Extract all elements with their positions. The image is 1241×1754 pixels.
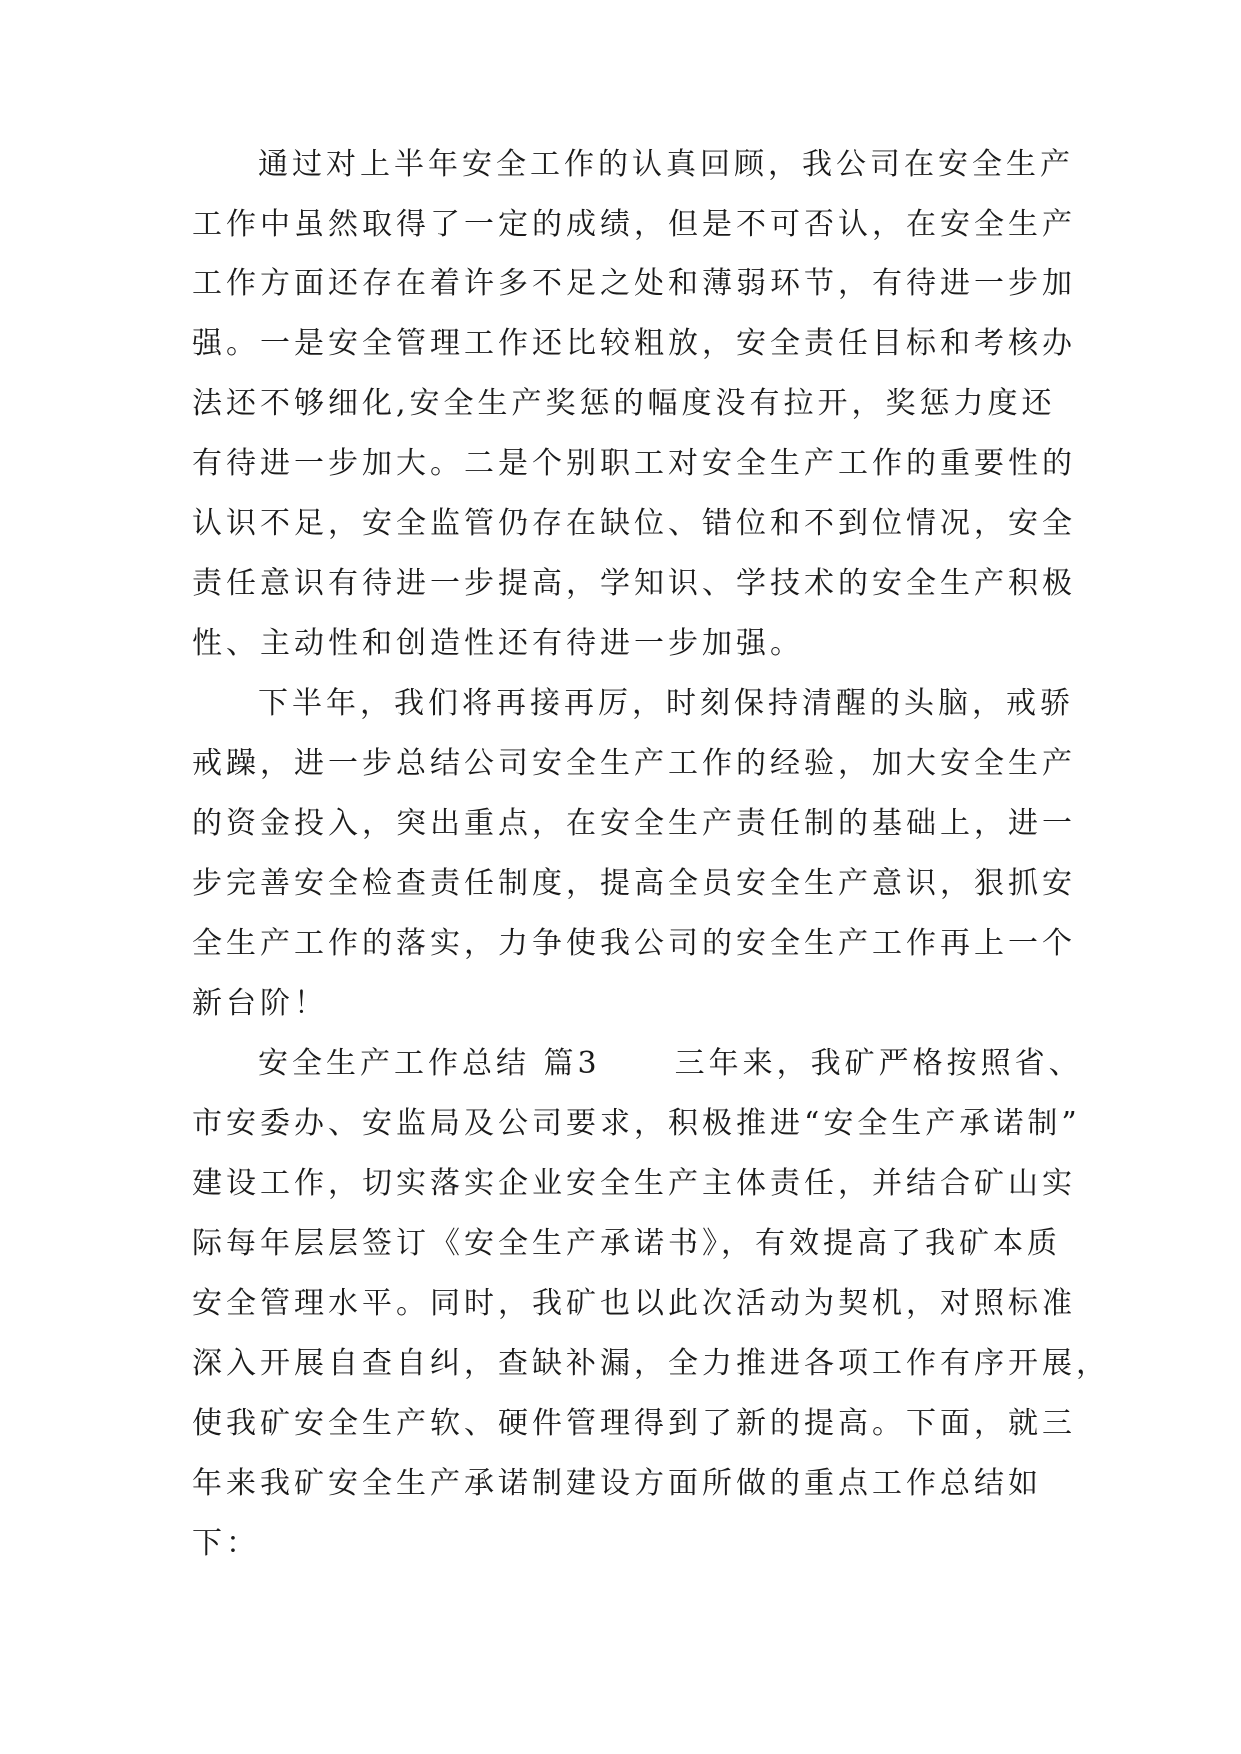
text-line: 强。一是安全管理工作还比较粗放，安全责任目标和考核办: [192, 326, 1076, 361]
section-heading-line: [258, 1034, 1138, 1094]
text-line: 工作中虽然取得了一定的成绩，但是不可否认，在安全生产: [192, 207, 1076, 242]
text-line: 通过对上半年安全工作的认真回顾，我公司在安全生产: [258, 147, 1074, 182]
text-line: 全生产工作的落实，力争使我公司的安全生产工作再上一个: [192, 926, 1076, 961]
text-line: 性、主动性和创造性还有待进一步加强。: [192, 626, 804, 661]
text-line: 责任意识有待进一步提高，学知识、学技术的安全生产积极: [192, 566, 1076, 601]
text-line: 的资金投入，突出重点，在安全生产责任制的基础上，进一: [192, 806, 1076, 841]
text-line: 深入开展自查自纠，查缺补漏，全力推进各项工作有序开展，: [192, 1346, 1110, 1381]
text-line: 年来我矿安全生产承诺制建设方面所做的重点工作总结如: [192, 1466, 1042, 1501]
text-line: 安全管理水平。同时，我矿也以此次活动为契机，对照标准: [192, 1286, 1076, 1321]
text-line: 法还不够细化,安全生产奖惩的幅度没有拉开，奖惩力度还: [192, 386, 1056, 421]
text-line: 认识不足，安全监管仍存在缺位、错位和不到位情况，安全: [192, 506, 1076, 541]
text-line: 下半年，我们将再接再厉，时刻保持清醒的头脑，戒骄: [258, 686, 1074, 721]
text-line: 新台阶！: [192, 986, 328, 1021]
text-line: 际每年层层签订《安全生产承诺书》，有效提高了我矿本质: [192, 1226, 1061, 1261]
text-line: 步完善安全检查责任制度，提高全员安全生产意识，狠抓安: [192, 866, 1076, 901]
section-heading: 安全生产工作总结 篇3: [258, 1046, 601, 1081]
text-line: 戒躁，进一步总结公司安全生产工作的经验，加大安全生产: [192, 746, 1076, 781]
text-line: 使我矿安全生产软、硬件管理得到了新的提高。下面，就三: [192, 1406, 1076, 1441]
text-line: 下：: [192, 1526, 260, 1561]
text-line: 市安委办、安监局及公司要求，积极推进“安全生产承诺制”: [192, 1106, 1081, 1141]
text-line: 有待进一步加大。二是个别职工对安全生产工作的重要性的: [192, 446, 1076, 481]
text-line: 工作方面还存在着许多不足之处和薄弱环节，有待进一步加: [192, 266, 1076, 301]
text-line: 建设工作，切实落实企业安全生产主体责任，并结合矿山实: [192, 1166, 1076, 1201]
text-line-segment: 三年来，我矿严格按照省、: [674, 1046, 1083, 1081]
